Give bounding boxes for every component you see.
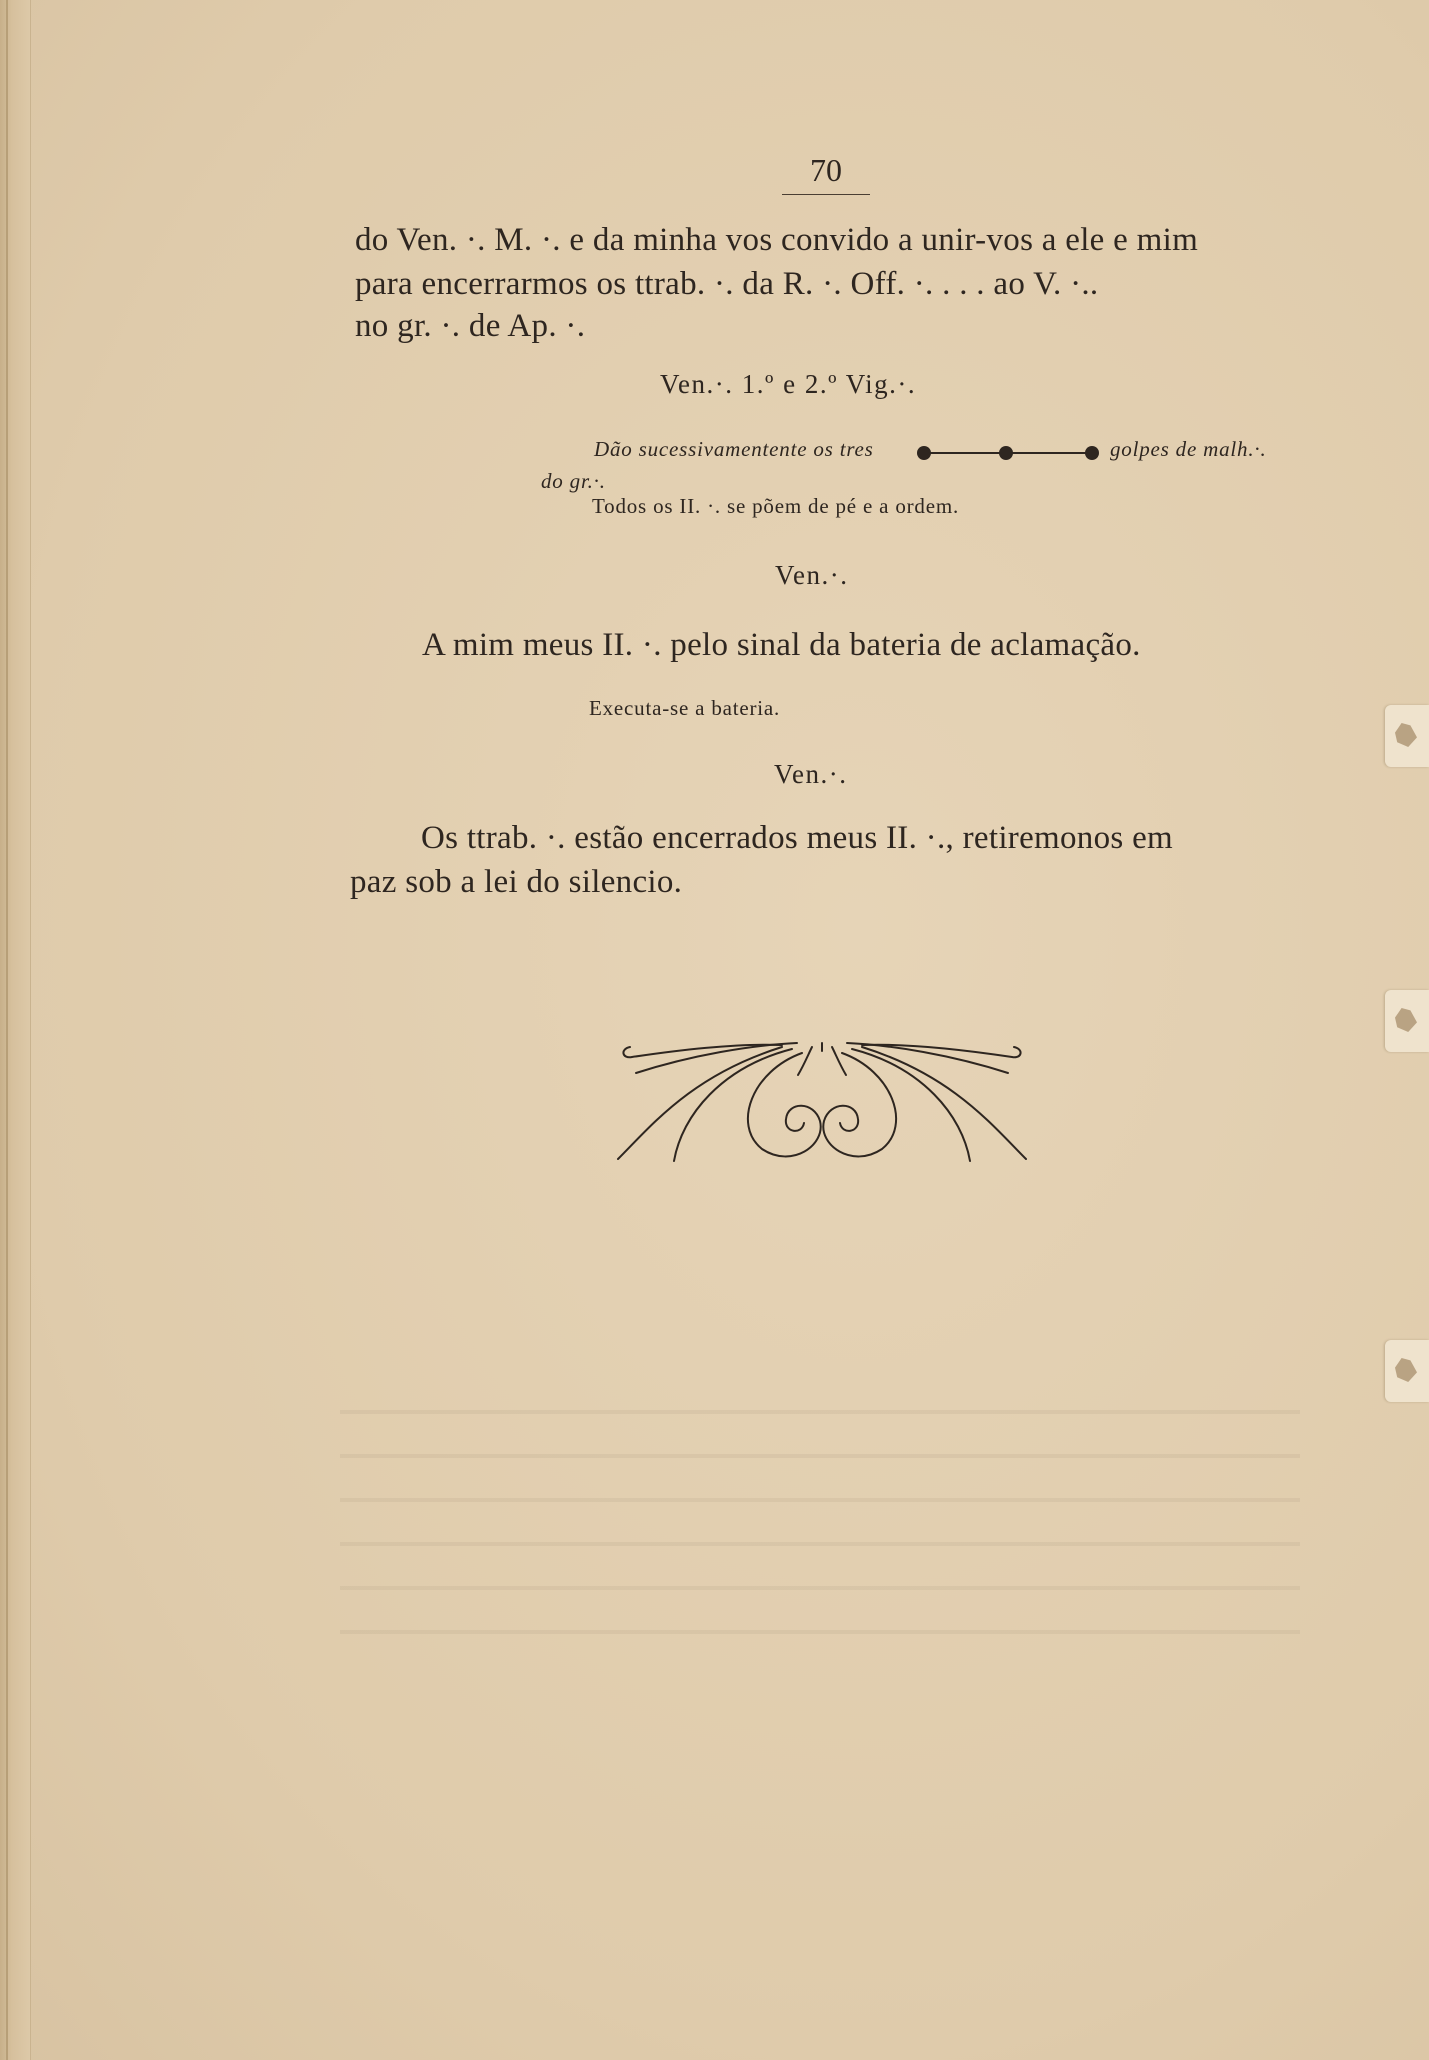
- page-number-rule: [782, 194, 870, 195]
- stage-direction-2: Todos os II. ·. se põem de pé e a ordem.: [592, 494, 960, 518]
- stage-direction-3: Executa-se a bateria.: [589, 696, 781, 720]
- speaker-heading-3: Ven.·.: [774, 759, 848, 789]
- tab-scrap: [1395, 723, 1417, 747]
- binding-line: [6, 0, 8, 2060]
- page-tab-middle: [1385, 990, 1429, 1052]
- tab-scrap: [1395, 1008, 1417, 1032]
- three-gavel-knocks-icon: [914, 440, 1102, 464]
- stage-direction-1-line-1-end: golpes de malh.·.: [1110, 437, 1267, 461]
- speaker-heading-1: Ven.·. 1.º e 2.º Vig.·.: [660, 369, 917, 399]
- stage-direction-1-line-1: Dão sucessivamentente os tres: [594, 437, 874, 461]
- paragraph-1-line-1: do Ven. ·. M. ·. e da minha vos convido a unir-vos a ele e mim: [355, 222, 1199, 258]
- page-tab-lower: [1385, 1340, 1429, 1402]
- paragraph-2: A mim meus II. ·. pelo sinal da bateria de aclamação.: [422, 627, 1141, 663]
- page-number: 70: [810, 152, 842, 188]
- paragraph-1-line-3: no gr. ·. de Ap. ·.: [355, 308, 586, 344]
- page-tab-upper: [1385, 705, 1429, 767]
- paragraph-3-line-1: Os ttrab. ·. estão encerrados meus II. ·., retiremonos em: [421, 820, 1174, 856]
- paragraph-3-line-2: paz sob a lei do silencio.: [350, 864, 683, 900]
- stage-direction-1-line-2: do gr.·.: [541, 469, 606, 493]
- paragraph-1-line-2: para encerrarmos os ttrab. ·. da R. ·. Off. ·. . . . ao V. ·..: [355, 266, 1099, 302]
- bleed-through-text: [340, 1380, 1300, 1650]
- speaker-heading-2: Ven.·.: [775, 560, 849, 590]
- tab-scrap: [1395, 1358, 1417, 1382]
- scroll-ornament-icon: [612, 1035, 1032, 1165]
- binding-edge: [0, 0, 31, 2060]
